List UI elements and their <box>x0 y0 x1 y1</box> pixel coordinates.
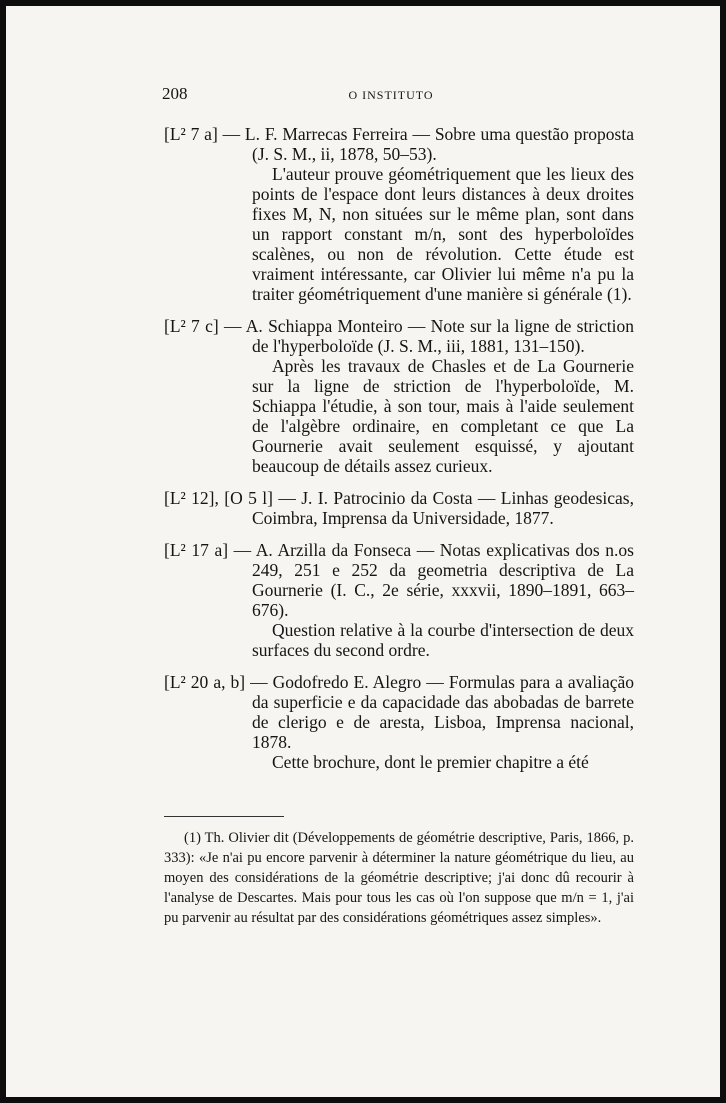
entry-reference: [L² 17 a] — A. Arzilla da Fonseca — Notas explicativas dos n.os 249, 251 e 252 da geometria descriptiva de La Gournerie (I. C., 2e série, xxxvii, 1890–1891, 663–676). <box>164 540 634 620</box>
entry-l2-7c <box>164 316 634 476</box>
footnote: (1) Th. Olivier dit (Développements de géométrie descriptive, Paris, 1866, p. 333): «Je n'ai pu encore parvenir à déterminer la nature géométrique du lieu, au moyen des considérations de la géométrie descriptive; j'ai donc dû recourir à l'analyse de Descartes. Mais pour tous les cas où l'on suppose que m/n = 1, j'ai pu parvenir au résultat par des considérations géométriques assez simples». <box>164 830 634 926</box>
entry-reference: [L² 20 a, b] — Godofredo E. Alegro — Formulas para a avaliação da superficie e da capacidade das abobadas de barrete de clerigo e de aresta, Lisboa, Imprensa nacional, 1878. <box>164 672 634 752</box>
entry-reference: [L² 7 c] — A. Schiappa Monteiro — Note sur la ligne de striction de l'hyperboloïde (J. S. M., iii, 1881, 131–150). <box>164 316 634 356</box>
entry-comment: L'auteur prouve géométriquement que les lieux des points de l'espace dont leurs distances à deux droites fixes M, N, non situées sur le même plan, sont dans un rapport constant m/n, sont des hyperboloïdes scalènes, ou non de révolution. Cette étude est vraiment intéressante, car Olivier lui même n'a pu la traiter géométriquement d'une manière si générale (1). <box>252 164 634 304</box>
entry-l2-12 <box>164 488 634 528</box>
entry-l2-7a <box>164 124 634 304</box>
footnote-rule <box>164 816 284 817</box>
entry-comment: Question relative à la courbe d'intersection de deux surfaces du second ordre. <box>252 620 634 660</box>
page-header <box>156 84 626 104</box>
entry-reference: [L² 7 a] — L. F. Marrecas Ferreira — Sobre uma questão proposta (J. S. M., ii, 1878, 50–53). <box>164 124 634 164</box>
entry-l2-17a <box>164 540 634 660</box>
entry-l2-20ab <box>164 672 634 772</box>
entry-comment: Cette brochure, dont le premier chapitre a été <box>272 752 589 772</box>
entry-comment: Après les travaux de Chasles et de La Gournerie sur la ligne de striction de l'hyperboloïde, M. Schiappa l'étudie, à son tour, mais à l'aide seulement de l'algèbre ordinaire, en completant ce que La Gournerie avait seulement esquissé, y ajoutant beaucoup de détails assez curieux. <box>252 356 634 476</box>
page-number: 208 <box>162 84 188 103</box>
bibliography-body <box>164 124 634 784</box>
running-title: O INSTITUTO <box>348 88 434 102</box>
entry-reference: [L² 12], [O 5 l] — J. I. Patrocinio da Costa — Linhas geodesicas, Coimbra, Imprensa da Universidade, 1877. <box>164 488 634 528</box>
